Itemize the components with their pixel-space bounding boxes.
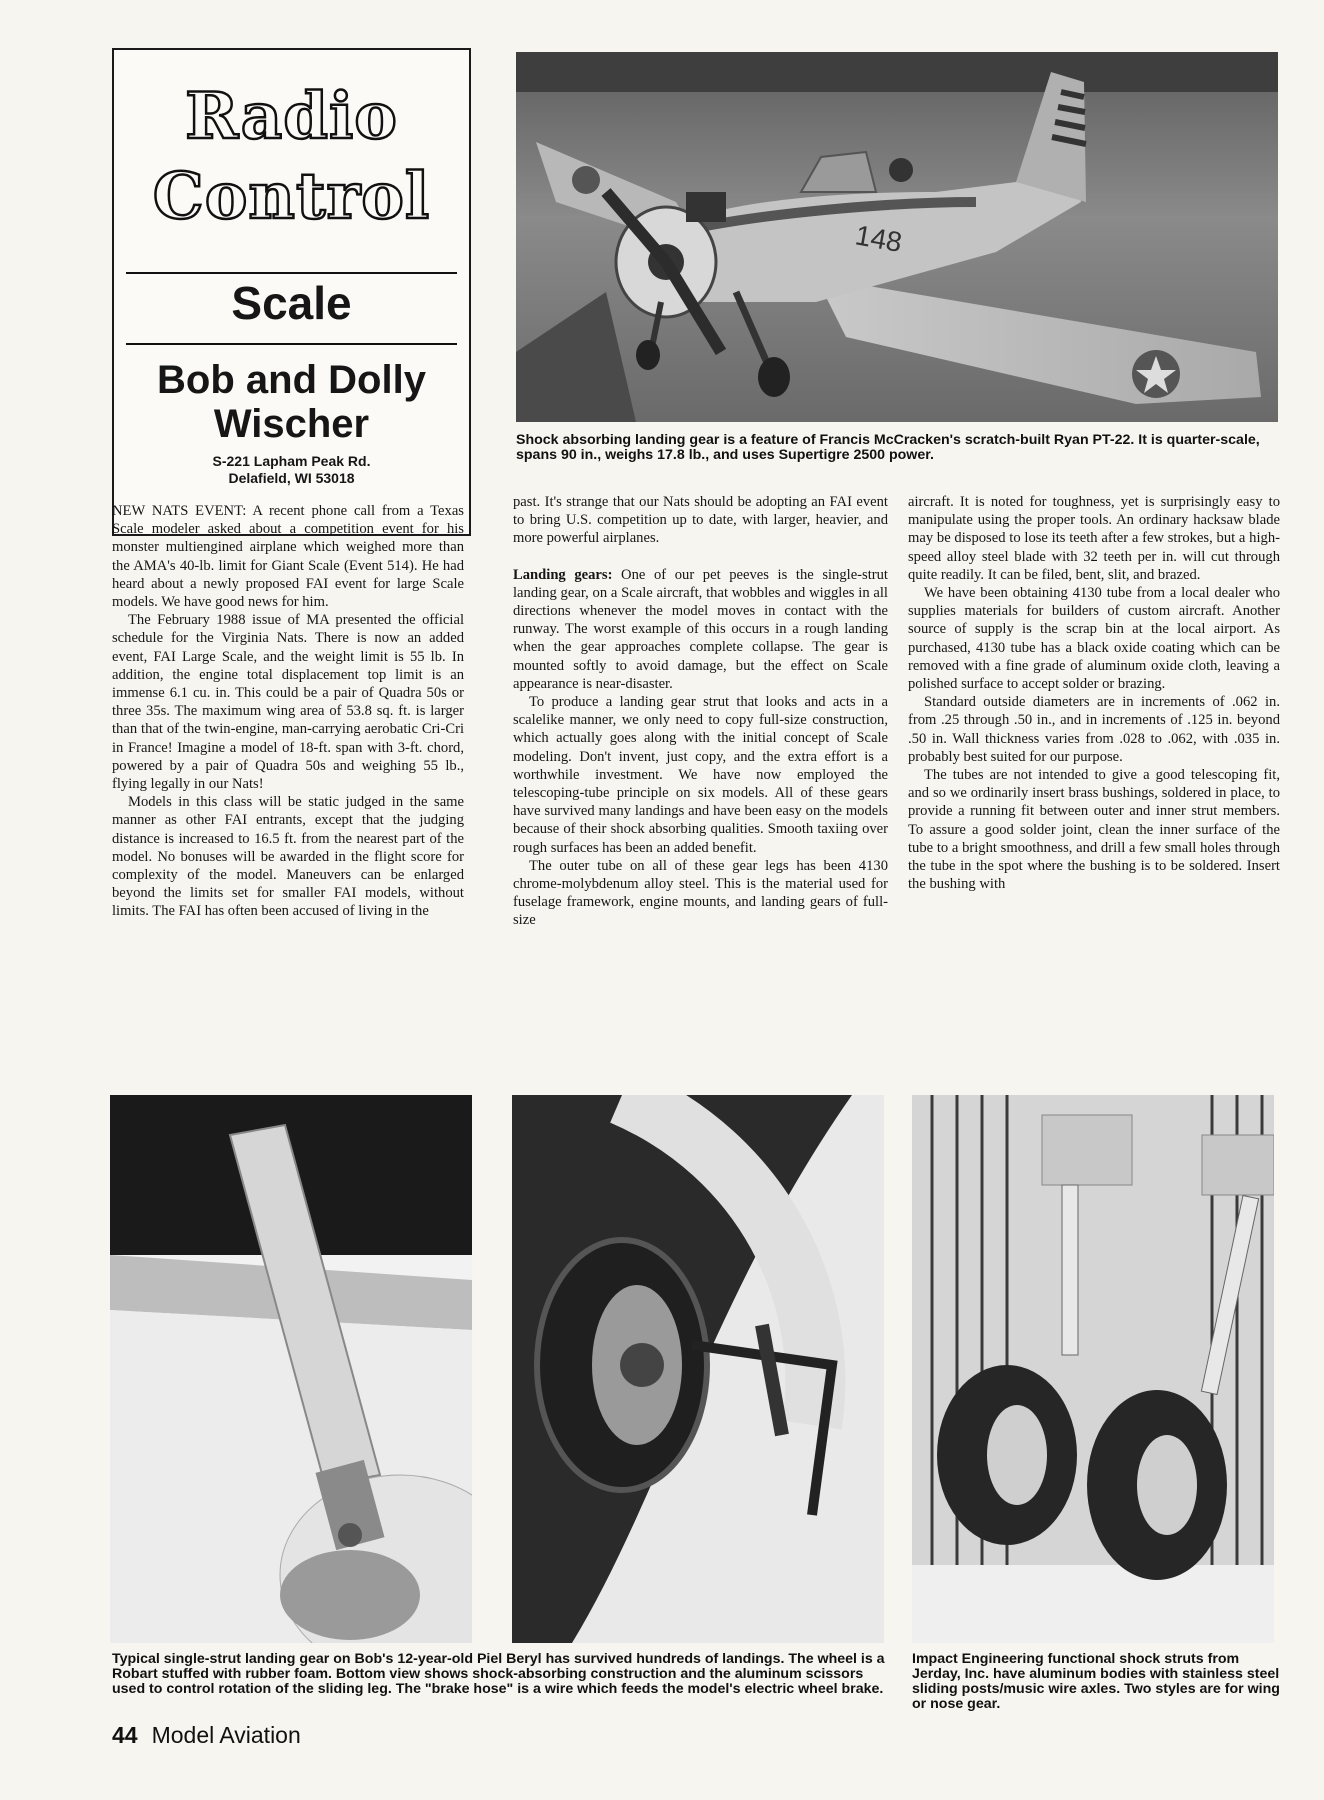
article-column-3 <box>908 493 1280 893</box>
paragraph: The February 1988 issue of MA presented the official schedule for the Virginia Nats. There is now an added event, FAI Large Scale, and the weight limit is 55 lb. In addition, the engine total displacement top limit is an immense 6.1 cu. in. This could be a pair of Quadra 50s or three 35s. The maximum wing area of 53.8 sq. ft. is larger than that of the twin-engine, man-carrying aerobatic Cri-Cri in France! Imagine a model of 18-ft. span with 3-ft. chord, powered by a pair of Quadra 50s and weighing 55 lb., flying legally in our Nats! <box>112 612 464 793</box>
photo-ryan-pt22 <box>516 52 1278 422</box>
author-line1: Bob and Dolly <box>157 358 426 402</box>
article-column-2 <box>513 493 888 930</box>
caption-jerday-struts: Impact Engineering functional shock struts from Jerday, Inc. have aluminum bodies with stainless steel sliding posts/music wire axles. Two styles are for wing or nose gear. <box>912 1651 1280 1712</box>
photo-jerday-shock-struts <box>912 1095 1274 1643</box>
paragraph: The outer tube on all of these gear legs has been 4130 chrome-molybdenum alloy steel. This is the material used for fuselage framework, engine mounts, and landing gears of full-size <box>513 857 888 929</box>
caption-top-photo: Shock absorbing landing gear is a feature of Francis McCracken's scratch-built Ryan PT-22. It is quarter-scale, spans 90 in., weighs 17.8 lb., and uses Supertigre 2500 power. <box>516 432 1260 463</box>
category-label: Scale <box>231 277 352 329</box>
author-line2: Wischer <box>213 402 370 446</box>
plane-number-label: 148 <box>852 219 905 259</box>
author-address-city: Delafield, WI 53018 <box>228 470 355 486</box>
paragraph: aircraft. It is noted for toughness, yet is surprisingly easy to manipulate using the proper tools. An ordinary hacksaw blade may be disposed to lose its teeth after a few strokes, but a high-speed alloy steel blade with 32 teeth per in. will cut through quite readily. It can be filed, bent, slit, and brazed. <box>908 494 1280 583</box>
magazine-name: Model Aviation <box>151 1722 301 1748</box>
caption-piel-beryl: Typical single-strut landing gear on Bob's 12-year-old Piel Beryl has survived hundreds of landings. The wheel is a Robart stuffed with rubber foam. Bottom view shows shock-absorbing construction and the aluminum scissors used to control rotation of the sliding leg. The "brake hose" is a wire which feeds the model's electric wheel brake. <box>112 1651 885 1697</box>
paragraph: The tubes are not intended to give a good telescoping fit, and so we ordinarily insert brass bushings, soldered in place, to provide a running fit between outer and inner strut members. To assure a good solder joint, clean the inner surface of the tube to a bright smoothness, and drill a few small holes through the tube in the spot where the bushing is to be soldered. Insert the bushing with <box>908 767 1280 893</box>
author-address-street: S-221 Lapham Peak Rd. <box>212 453 371 469</box>
paragraph: past. It's strange that our Nats should be adopting an FAI event to bring U.S. competition up to date, with larger, heavier, and more powerful airplanes. <box>513 494 888 547</box>
column-header-box <box>112 48 471 536</box>
paragraph: NEW NATS EVENT: A recent phone call from a Texas Scale modeler asked about a competition event for his monster multiengined airplane which weighed more than the AMA's 40-lb. limit for Giant Scale (Event 514). He had heard about a newly proposed FAI event for large Scale models. We have good news for him. <box>112 503 464 611</box>
photo-piel-beryl-gear-side <box>110 1095 472 1643</box>
paragraph: Models in this class will be static judged in the same manner as other FAI entrants, except that the judging distance is increased to 16.5 ft. from the nearest part of the model. No bonuses will be awarded in the flight score for complexity of the model. Maneuvers can be enlarged beyond the limits set for smaller FAI models, without limits. The FAI has often been accused of living in the <box>112 794 464 920</box>
section-heading: Landing gears: <box>513 566 613 583</box>
paragraph: Standard outside diameters are in increments of .062 in. from .25 through .50 in., and in increments of .125 in. beyond .50 in. Wall thickness varies from .028 to .062, with .035 in. probably best suited for our purpose. <box>908 694 1280 765</box>
paragraph: To produce a landing gear strut that looks and acts in a scalelike manner, we only need to copy full-size construction, which actually goes along with the initial concept of Scale modeling. Don't invent, just copy, and the extra effort is a worthwhile investment. We have now employed the telescoping-tube principle on six models. All of these gears have survived many landings and have been easy on the models because of their shock absorbing qualities. Smooth taxiing over rough surfaces has been an added benefit. <box>513 694 888 856</box>
title-radio: Radio <box>185 79 398 154</box>
paragraph: We have been obtaining 4130 tube from a local dealer who supplies materials for builders of custom aircraft. Another source of supply is the scrap bin at the local airport. As purchased, 4130 tube has a black oxide coating which can be removed with a fine grade of aluminum oxide cloth, leaving a polished surface to accept solder or brazing. <box>908 585 1280 693</box>
paragraph-with-heading <box>513 566 888 693</box>
title-control: Control <box>152 159 431 234</box>
page-number: 44 <box>112 1722 138 1748</box>
article-column-1 <box>112 502 464 921</box>
page-footer <box>112 1722 301 1749</box>
photo-piel-beryl-gear-bottom <box>512 1095 884 1643</box>
header-rule-bottom <box>126 343 457 345</box>
header-rule-top <box>126 272 457 274</box>
paragraph-text: One of our pet peeves is the single-strut landing gear, on a Scale aircraft, that wobbles and wiggles in all directions whenever the model moves in contact with the runway. The worst example of this occurs in a rough landing when the gear approaches complete collapse. The gear is mounted softly to avoid damage, but the effect on Scale appearance is near-disaster. <box>513 566 888 692</box>
